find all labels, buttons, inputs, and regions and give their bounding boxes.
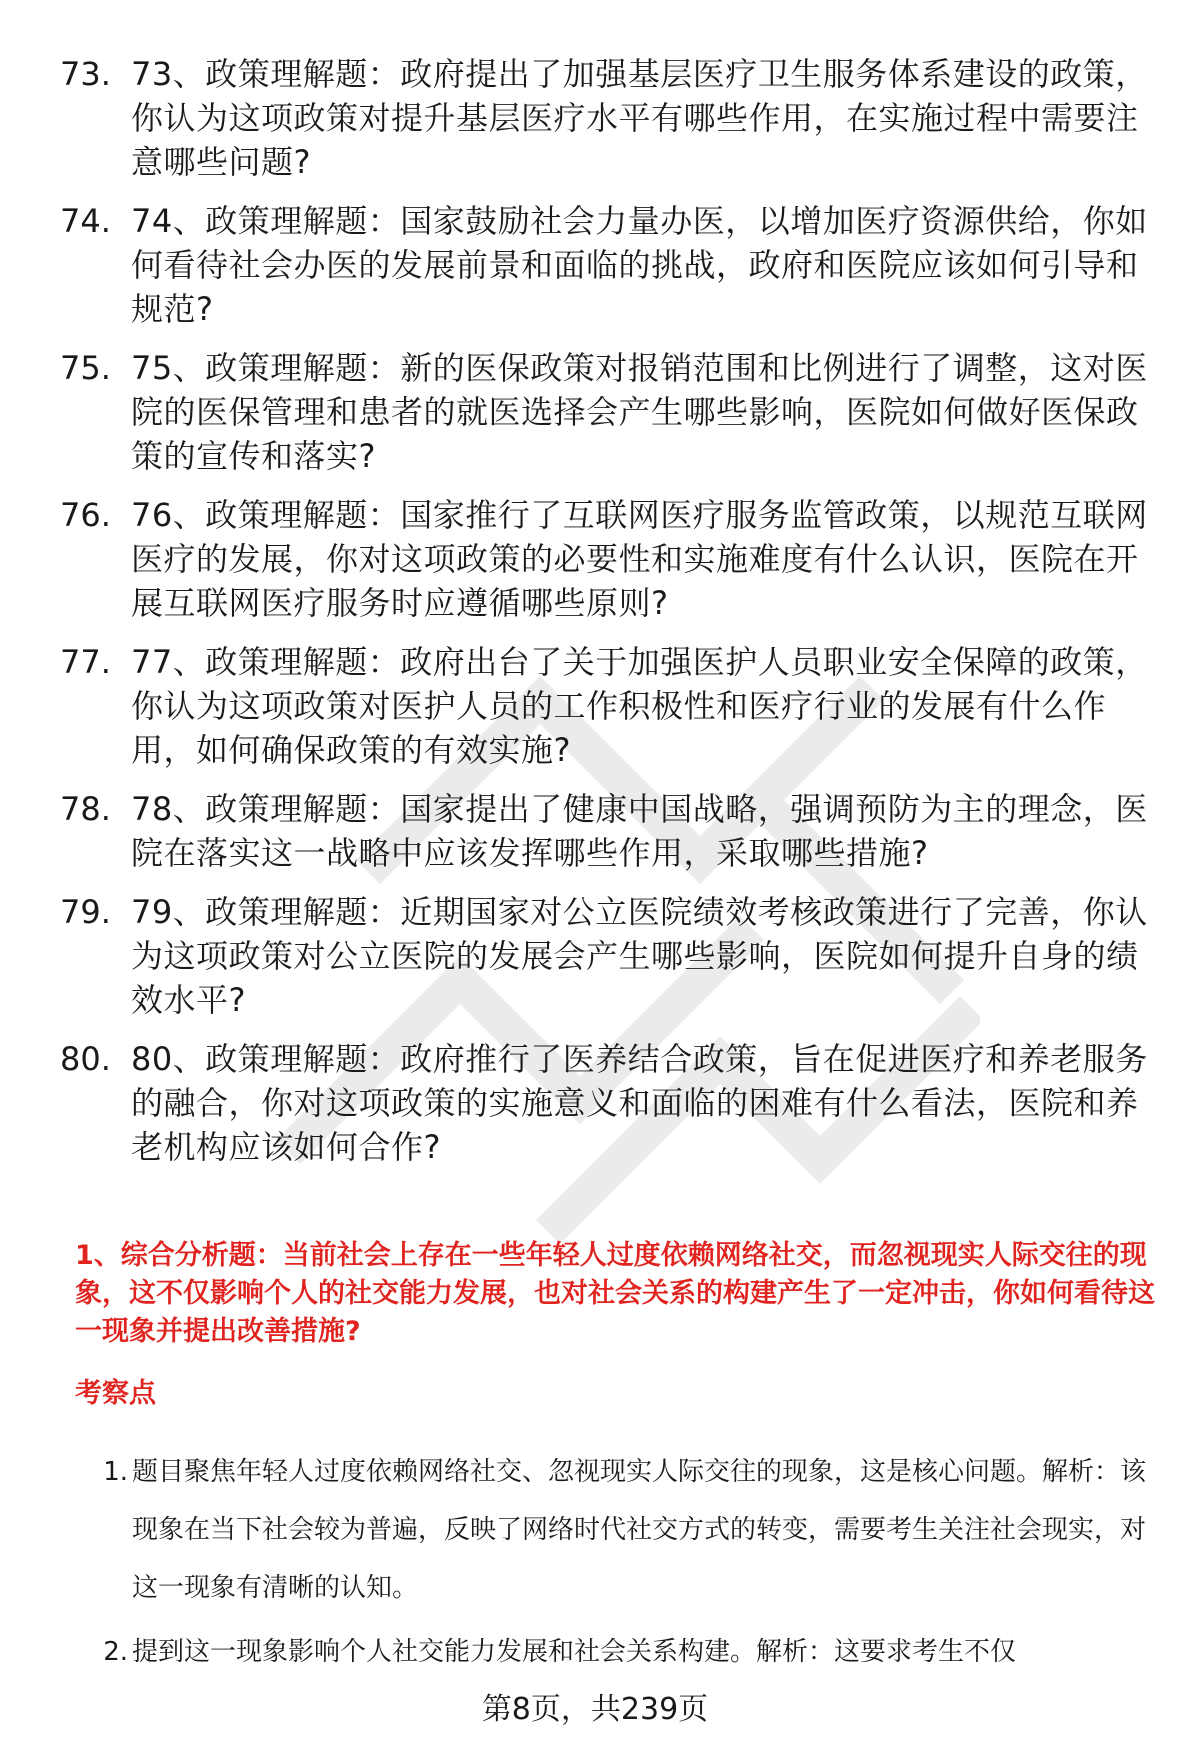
point-text: 提到这一现象影响个人社交能力发展和社会关系构建。解析：这要求考生不仅 <box>132 1637 1017 1667</box>
list-item <box>60 1037 1150 1169</box>
question-text: 79、政策理解题：近期国家对公立医院绩效考核政策进行了完善，你认为这项政策对公立医院的发展会产生哪些影响，医院如何提升自身的绩效水平? <box>131 893 1148 1019</box>
question-list <box>60 52 1150 1184</box>
question-text: 73、政策理解题：政府提出了加强基层医疗卫生服务体系建设的政策，你认为这项政策对提升基层医疗水平有哪些作用，在实施过程中需要注意哪些问题? <box>131 55 1148 181</box>
question-text: 74、政策理解题：国家鼓励社会力量办医，以增加医疗资源供给，你如何看待社会办医的发展前景和面临的挑战，政府和医院应该如何引导和规范? <box>131 202 1148 328</box>
list-item <box>60 346 1150 478</box>
question-number: 80. <box>60 1040 111 1078</box>
point-number: 2. <box>103 1637 128 1667</box>
list-item <box>60 890 1150 1022</box>
list-item <box>60 640 1150 772</box>
question-number: 79. <box>60 893 111 931</box>
question-text: 78、政策理解题：国家提出了健康中国战略，强调预防为主的理念，医院在落实这一战略中应该发挥哪些作用，采取哪些措施? <box>131 790 1148 872</box>
list-item <box>80 1443 1155 1617</box>
examination-points-list <box>80 1443 1155 1687</box>
section-heading: 1、综合分析题：当前社会上存在一些年轻人过度依赖网络社交，而忽视现实人际交往的现象，这不仅影响个人的社交能力发展，也对社会关系的构建产生了一定冲击，你如何看待这一现象并提出改善措施? <box>75 1240 1155 1347</box>
question-number: 77. <box>60 643 111 681</box>
list-item <box>60 493 1150 625</box>
question-number: 73. <box>60 55 111 93</box>
question-text: 77、政策理解题：政府出台了关于加强医护人员职业安全保障的政策，你认为这项政策对医护人员的工作积极性和医疗行业的发展有什么作用，如何确保政策的有效实施? <box>131 643 1148 769</box>
question-number: 76. <box>60 496 111 534</box>
page-number-footer: 第8页，共239页 <box>481 1692 709 1727</box>
question-number: 75. <box>60 349 111 387</box>
list-item <box>80 1623 1155 1681</box>
question-text: 80、政策理解题：政府推行了医养结合政策，旨在促进医疗和养老服务的融合，你对这项政策的实施意义和面临的困难有什么看法，医院和养老机构应该如何合作? <box>131 1040 1148 1166</box>
question-number: 74. <box>60 202 111 240</box>
point-text: 题目聚焦年轻人过度依赖网络社交、忽视现实人际交往的现象，这是核心问题。解析：该现象在当下社会较为普遍，反映了网络时代社交方式的转变，需要考生关注社会现实，对这一现象有清晰的认知。 <box>132 1457 1147 1603</box>
question-text: 75、政策理解题：新的医保政策对报销范围和比例进行了调整，这对医院的医保管理和患者的就医选择会产生哪些影响，医院如何做好医保政策的宣传和落实? <box>131 349 1148 475</box>
list-item <box>60 199 1150 331</box>
question-number: 78. <box>60 790 111 828</box>
list-item <box>60 52 1150 184</box>
list-item <box>60 787 1150 875</box>
subheading-examination-points: 考察点 <box>75 1378 156 1409</box>
point-number: 1. <box>103 1457 128 1487</box>
question-text: 76、政策理解题：国家推行了互联网医疗服务监管政策，以规范互联网医疗的发展，你对这项政策的必要性和实施难度有什么认识，医院在开展互联网医疗服务时应遵循哪些原则? <box>131 496 1148 622</box>
